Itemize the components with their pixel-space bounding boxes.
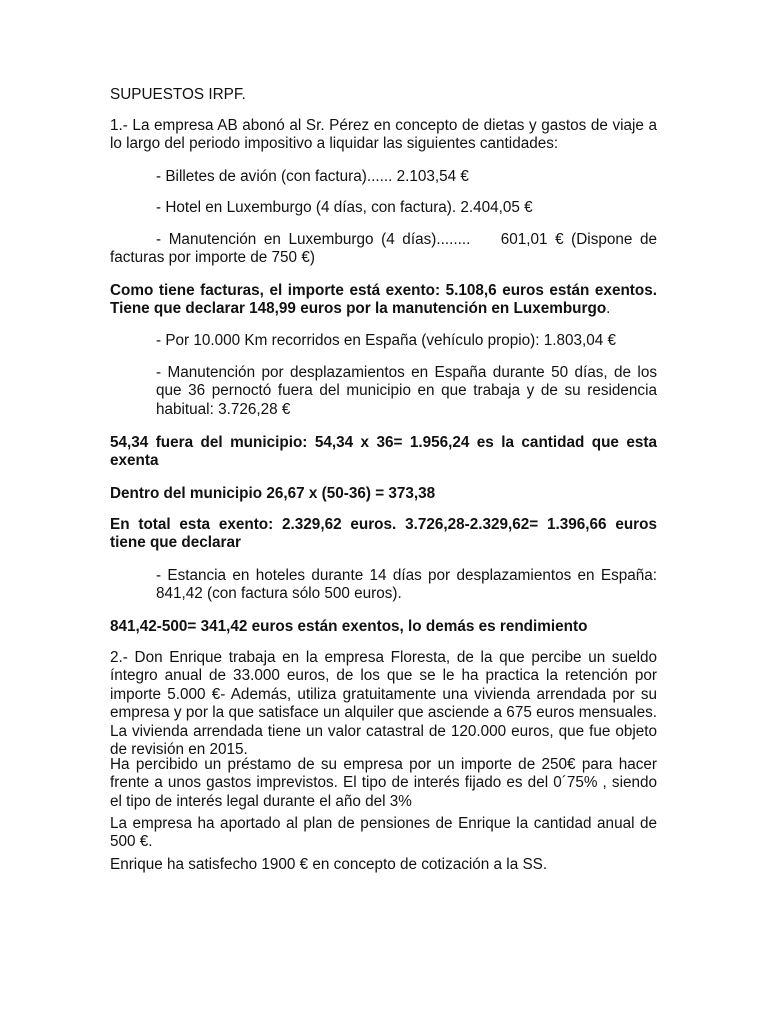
- question-2-paragraph-2: Ha percibido un préstamo de su empresa por un importe de 250€ para hacer frente a unos gastos imprevistos. El tipo de interés fijado es del 0´75% , siendo el tipo de interés legal durante el año del 3%: [110, 756, 657, 810]
- question-1-intro: 1.- La empresa AB abonó al Sr. Pérez en concepto de dietas y gastos de viaje a lo largo del periodo impositivo a liquidar las siguientes cantidades:: [110, 117, 657, 153]
- answer-5: 841,42-500= 341,42 euros están exentos, lo demás es rendimiento: [110, 618, 588, 635]
- question-2-paragraph-1: 2.- Don Enrique trabaja en la empresa Floresta, de la que percibe un sueldo íntegro anual de 33.000 euros, de los que se le ha practica la retención por importe 5.000 €- Además, utiliza gratuitamente una vivienda arrendada por su empresa y por la que satisface un alquiler que asciende a 675 euros mensuales. La vivienda arrendada tiene un valor catastral de 120.000 euros, que fue objeto de revisión en 2015.: [110, 649, 657, 759]
- answer-1-bold: Como tiene facturas, el importe está exento: 5.108,6 euros están exentos. Tiene que declarar 148,99 euros por la manutención en Luxemburgo: [110, 282, 657, 318]
- document-title: SUPUESTOS IRPF.: [110, 86, 246, 103]
- item-manutencion-luxemburgo-line1: - Manutención en Luxemburgo (4 días)........ 601,01 € (Dispone de: [156, 231, 657, 248]
- answer-1-period: .: [606, 300, 611, 318]
- question-2-paragraph-3: La empresa ha aportado al plan de pensiones de Enrique la cantidad anual de 500 €.: [110, 815, 657, 851]
- item-manutencion-luxemburgo-line2: facturas por importe de 750 €): [110, 249, 315, 267]
- item-manutencion-luxemburgo: [110, 231, 657, 268]
- item-estancia-hoteles: - Estancia en hoteles durante 14 días por desplazamientos en España: 841,42 (con factura sólo 500 euros).: [156, 567, 657, 603]
- question-2-paragraph-4: Enrique ha satisfecho 1900 € en concepto de cotización a la SS.: [110, 856, 548, 873]
- answer-4: En total esta exento: 2.329,62 euros. 3.726,28-2.329,62= 1.396,66 euros tiene que declarar: [110, 516, 657, 552]
- answer-3: Dentro del municipio 26,67 x (50-36) = 373,38: [110, 485, 436, 502]
- item-billetes: - Billetes de avión (con factura)...... 2.103,54 €: [156, 168, 469, 185]
- item-kilometros: - Por 10.000 Km recorridos en España (vehículo propio): 1.803,04 €: [156, 332, 617, 349]
- item-hotel: - Hotel en Luxemburgo (4 días, con factura). 2.404,05 €: [156, 199, 533, 216]
- item-manutencion-espana: - Manutención por desplazamientos en España durante 50 días, de los que 36 pernoctó fuera del municipio en que trabaja y de su residencia habitual: 3.726,28 €: [156, 364, 657, 418]
- answer-1: [110, 282, 657, 319]
- answer-2: 54,34 fuera del municipio: 54,34 x 36= 1.956,24 es la cantidad que esta exenta: [110, 434, 657, 470]
